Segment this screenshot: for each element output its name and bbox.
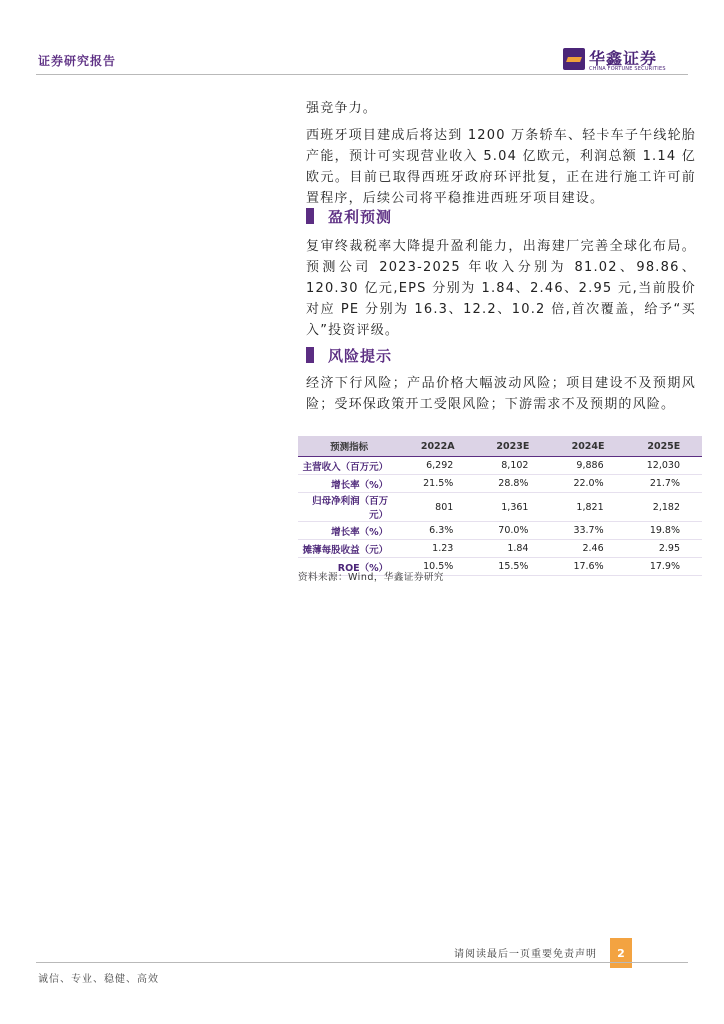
table-cell: 8,102 [475,457,550,475]
table-cell: 9,886 [550,457,625,475]
table-row [298,522,702,540]
report-header-title: 证券研究报告 [38,54,117,68]
footer-motto: 诚信、专业、稳健、高效 [38,974,159,985]
table-cell: 1.23 [400,540,475,558]
table-cell: 1,361 [475,493,550,522]
row-label: ROE（%） [298,558,400,576]
section-heading-risk [306,345,392,365]
table-cell: 33.7% [550,522,625,540]
table-cell: 6,292 [400,457,475,475]
table-cell: 6.3% [400,522,475,540]
row-label: 增长率（%） [298,522,400,540]
text-block-1 [306,98,696,209]
table-header-cell: 2024E [550,436,625,457]
page-number: 2 [610,938,632,968]
text-block-2 [306,236,696,341]
table-row [298,540,702,558]
row-label: 增长率（%） [298,475,400,493]
table-cell: 70.0% [475,522,550,540]
text-block-3 [306,373,696,415]
paragraph-risk: 经济下行风险；产品价格大幅波动风险；项目建设不及预期风险；受环保政策开工受限风险；下游需求不及预期的风险。 [306,376,696,412]
table-cell: 15.5% [475,558,550,576]
table-cell: 21.7% [626,475,702,493]
table-row [298,457,702,475]
section-title: 风险提示 [328,346,393,365]
disclaimer-note: 请阅读最后一页重要免责声明 [454,949,597,960]
logo-mark-icon [563,48,585,70]
paragraph-spain-project: 西班牙项目建成后将达到 1200 万条轿车、轻卡车子午线轮胎产能，预计可实现营业收入 5.04 亿欧元，利润总额 1.14 亿欧元。目前已取得西班牙政府环评批复，正在进行施工许可前置程序，后续公司将平稳推进西班牙项目建设。 [306,128,696,206]
table-header-cell: 2022A [400,436,475,457]
table-cell: 21.5% [400,475,475,493]
table-cell: 28.8% [475,475,550,493]
company-logo [563,46,666,76]
table-cell: 2.95 [626,540,702,558]
row-label: 归母净利润（百万元） [298,493,400,522]
table-cell: 22.0% [550,475,625,493]
table-header-cell: 2023E [475,436,550,457]
table-cell: 2,182 [626,493,702,522]
table-cell: 19.8% [626,522,702,540]
table-cell: 12,030 [626,457,702,475]
logo-name: 华鑫证券 [589,49,658,68]
section-title: 盈利预测 [328,207,393,226]
forecast-table [298,436,702,576]
table-row [298,475,702,493]
section-marker-icon [306,208,314,224]
table-cell: 10.5% [400,558,475,576]
table-cell: 17.9% [626,558,702,576]
row-label: 摊薄每股收益（元） [298,540,400,558]
table-header-cell: 预测指标 [298,436,400,457]
logo-english-name: CHINA FORTUNE SECURITIES [589,66,666,72]
header-divider [36,74,688,75]
table-header-cell: 2025E [626,436,702,457]
section-heading-forecast [306,206,392,226]
table-cell: 1,821 [550,493,625,522]
paragraph-continuation: 强竞争力。 [306,101,378,116]
paragraph-forecast: 复审终裁税率大降提升盈利能力，出海建厂完善全球化布局。预测公司 2023-2025 年收入分别为 81.02、98.86、120.30 亿元,EPS 分别为 1.84、2.46、2.95 元,当前股价对应 PE 分别为 16.3、12.2、10.2 倍,首次覆盖，给予“买入”投资评级。 [306,239,696,338]
table-cell: 17.6% [550,558,625,576]
section-marker-icon [306,347,314,363]
table-source-note: 资料来源：Wind，华鑫证券研究 [298,572,444,583]
table-cell: 801 [400,493,475,522]
row-label: 主营收入（百万元） [298,457,400,475]
table-cell: 1.84 [475,540,550,558]
footer-divider [36,962,688,963]
table-row [298,493,702,522]
table-cell: 2.46 [550,540,625,558]
table-header-row [298,436,702,457]
